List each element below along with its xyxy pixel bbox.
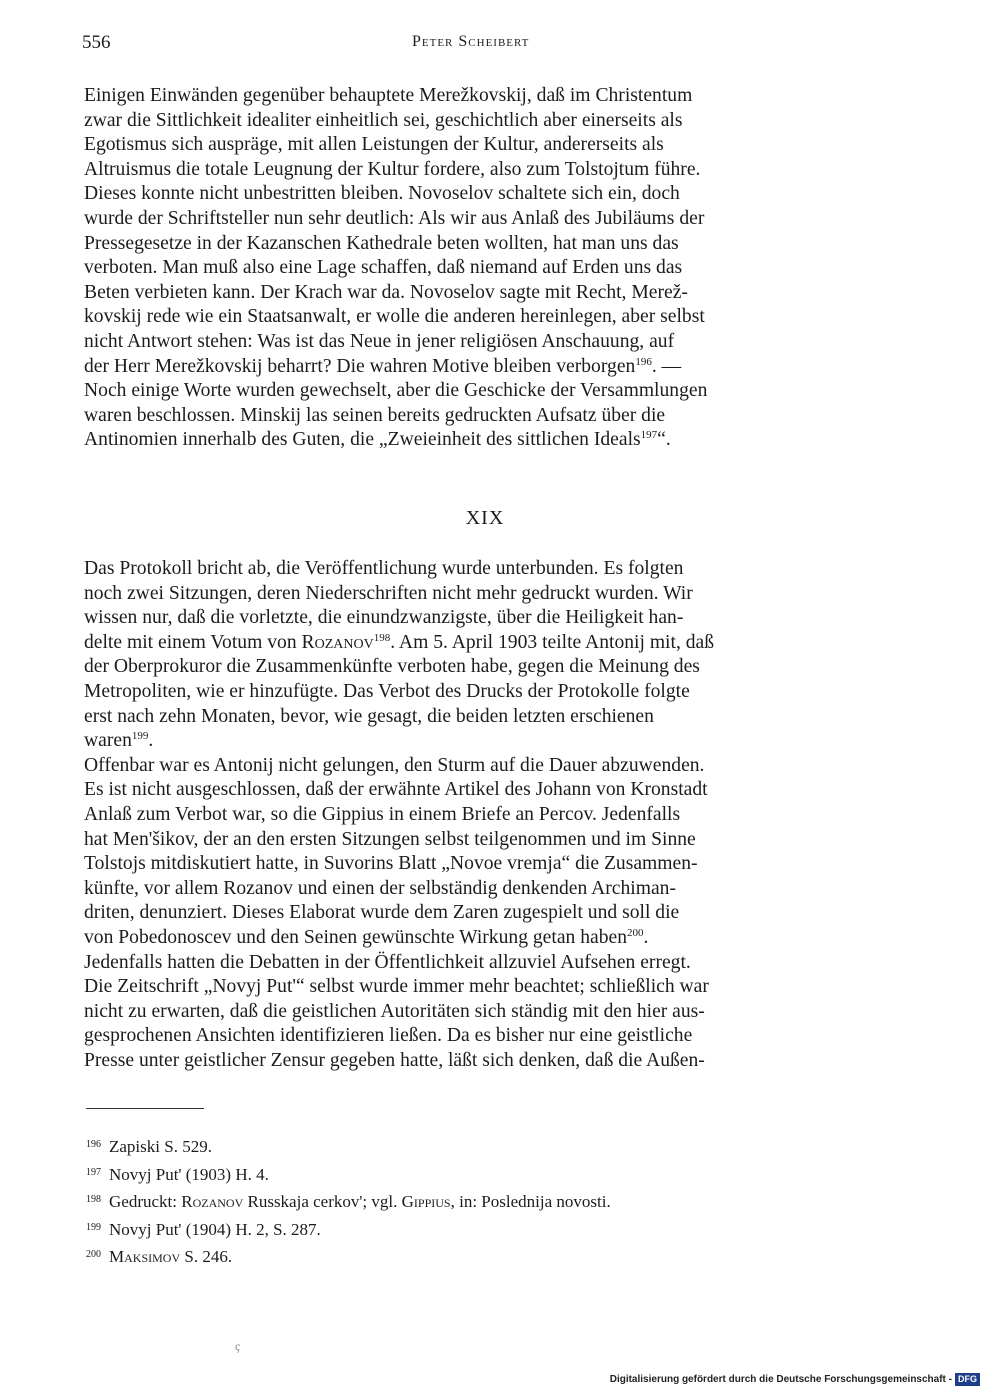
footnote-ref-197[interactable]: 197 (640, 429, 658, 442)
footnote-text: Novyj Put' (1904) H. 2, S. 287. (109, 1219, 321, 1239)
text-line: Jedenfalls hatten die Debatten in der Öffentlichkeit allzuviel Aufsehen erregt. (84, 951, 691, 973)
text-line: Einigen Einwänden gegenüber behauptete Merežkovskij, daß im Christentum (84, 85, 693, 106)
footnote-text: Zapiski S. 529. (109, 1137, 212, 1156)
text-line: wurde der Schriftsteller nun sehr deutlich: Als wir aus Anlaß des Jubiläums der (84, 207, 705, 229)
body-paragraph-1 (84, 84, 885, 453)
text-line (84, 926, 885, 951)
footnote-text: Russkaja cerkov'; vgl. (243, 1192, 402, 1211)
text-line (84, 729, 885, 754)
footnote-number: 198 (86, 1194, 101, 1205)
text-span: . — (651, 355, 682, 377)
text-line: Metropoliten, wie er hinzufügte. Das Verbot des Drucks der Protokolle folgte (84, 680, 690, 702)
text-span: delte mit einem Votum von (84, 631, 302, 653)
running-head: Peter Scheibert (412, 33, 530, 50)
text-line: nicht Antwort stehen: Was ist das Neue in jener religiösen Anschauung, auf (84, 330, 675, 352)
footnote-text: S. 246. (180, 1247, 233, 1266)
text-span: waren (84, 730, 132, 752)
footnote-text: Novyj Put' (1903) H. 4. (109, 1164, 269, 1184)
text-span: “. (657, 429, 671, 451)
text-span: . (643, 926, 649, 948)
footnote-196 (86, 1132, 611, 1160)
author-name: Rozanov (301, 631, 374, 653)
text-line: künfte, vor allem Rozanov und einen der selbständig denkenden Archiman- (84, 877, 676, 899)
text-line: gesprochenen Ansichten identifizieren ließen. Da es bisher nur eine geistliche (84, 1025, 693, 1047)
text-line: Anlaß zum Verbot war, so die Gippius in einem Briefe an Percov. Jedenfalls (84, 803, 681, 825)
footnote-number: 196 (86, 1139, 101, 1150)
text-line: Noch einige Worte wurden gewechselt, aber die Geschicke der Versammlungen (84, 380, 708, 402)
text-line (84, 355, 885, 380)
footnote-199 (86, 1215, 611, 1243)
footnote-ref-196[interactable]: 196 (635, 355, 652, 368)
text-line: Die Zeitschrift „Novyj Put'“ selbst wurde immer mehr beachtet; schließlich war (84, 976, 709, 998)
text-line: Dieses konnte nicht unbestritten bleiben. Novoselov schaltete sich ein, doch (84, 183, 680, 205)
text-span: . (148, 730, 154, 752)
text-line: Tolstojs mitdiskutiert hatte, in Suvorins Blatt „Novoe vremja“ die Zusammen- (84, 853, 698, 875)
text-line: Offenbar war es Antonij nicht gelungen, den Sturm auf die Dauer abzuwenden. (84, 754, 705, 776)
text-line: Das Protokoll bricht ab, die Veröffentlichung wurde unterbunden. Es folgten (84, 558, 684, 579)
text-line: Altruismus die totale Leugnung der Kultur fordere, also zum Tolstojtum führe. (84, 158, 701, 180)
author-name: Rozanov (181, 1192, 244, 1211)
footnote-text: , in: Poslednija novosti. (450, 1192, 611, 1211)
text-line: driten, denunziert. Dieses Elaborat wurde dem Zaren zugespielt und soll die (84, 902, 680, 924)
text-line: waren beschlossen. Minskij las seinen bereits gedruckten Aufsatz über die (84, 404, 666, 426)
footnote-ref-199[interactable]: 199 (131, 730, 149, 743)
text-span: der Herr Merežkovskij beharrt? Die wahren Motive bleiben verborgen (84, 355, 636, 377)
text-line: kovskij rede wie ein Staatsanwalt, er wolle die anderen hereinlegen, aber selbst (84, 306, 705, 328)
text-line (84, 428, 885, 453)
footnote-text: Gedruckt: (109, 1192, 182, 1211)
text-line: Beten verbieten kann. Der Krach war da. Novoselov sagte mit Recht, Merež- (84, 281, 688, 303)
text-line: erst nach zehn Monaten, bevor, wie gesagt, die beiden letzten erschienen (84, 705, 654, 727)
text-line: hat Men'šikov, der an den ersten Sitzungen selbst teilgenommen und im Sinne (84, 828, 696, 850)
page-number: 556 (82, 32, 111, 53)
text-line: noch zwei Sitzungen, deren Niederschriften nicht mehr gedruckt wurden. Wir (84, 582, 693, 604)
author-name: Gippius (401, 1192, 451, 1211)
text-line: wissen nur, daß die vorletzte, die einundzwanzigste, über die Heiligkeit han- (84, 607, 684, 629)
footnote-number: 197 (86, 1166, 101, 1178)
funding-note: Digitalisierung gefördert durch die Deutsche Forschungsgemeinschaft - (609, 1374, 952, 1385)
text-line: verboten. Man muß also eine Lage schaffen, daß niemand auf Erden uns das (84, 257, 683, 279)
footnote-separator (86, 1108, 204, 1109)
body-paragraph-2 (84, 557, 885, 1073)
footnote-ref-198[interactable]: 198 (373, 631, 391, 644)
text-line: der Oberprokuror die Zusammenkünfte verboten habe, gegen die Meinung des (84, 656, 700, 678)
text-span: . Am 5. April 1903 teilte Antonij mit, daß (390, 631, 715, 653)
section-heading: XIX (465, 507, 505, 529)
stray-mark: ç (235, 1339, 241, 1353)
footnote-ref-200[interactable]: 200 (627, 926, 644, 939)
text-line (84, 631, 885, 656)
text-line: nicht zu erwarten, daß die geistlichen Autoritäten sich ständig mit den hier aus- (84, 1000, 705, 1022)
footnote-number: 200 (86, 1249, 101, 1260)
text-line: Pressegesetze in der Kazanschen Kathedrale beten wollten, hat man uns das (84, 232, 679, 254)
footnote-197 (86, 1160, 611, 1188)
footnote-200 (86, 1242, 611, 1270)
text-line: Presse unter geistlicher Zensur gegeben hatte, läßt sich denken, daß die Außen- (84, 1049, 705, 1071)
text-line: zwar die Sittlichkeit idealiter einheitlich sei, geschichtlich aber einerseits als (84, 109, 683, 131)
text-span: Antinomien innerhalb des Guten, die „Zweieinheit des sittlichen Ideals (84, 429, 641, 451)
text-line: Es ist nicht ausgeschlossen, daß der erwähnte Artikel des Johann von Kronstadt (84, 779, 708, 801)
text-line: Egotismus sich auspräge, mit allen Leistungen der Kultur, andererseits als (84, 134, 664, 156)
author-name: Maksimov (109, 1247, 181, 1266)
text-span: von Pobedonoscev und den Seinen gewünschte Wirkung getan haben (84, 926, 627, 948)
footnotes (86, 1132, 611, 1270)
footnote-198 (86, 1187, 611, 1215)
dfg-logo: DFG (955, 1373, 980, 1386)
footnote-number: 199 (86, 1221, 101, 1233)
